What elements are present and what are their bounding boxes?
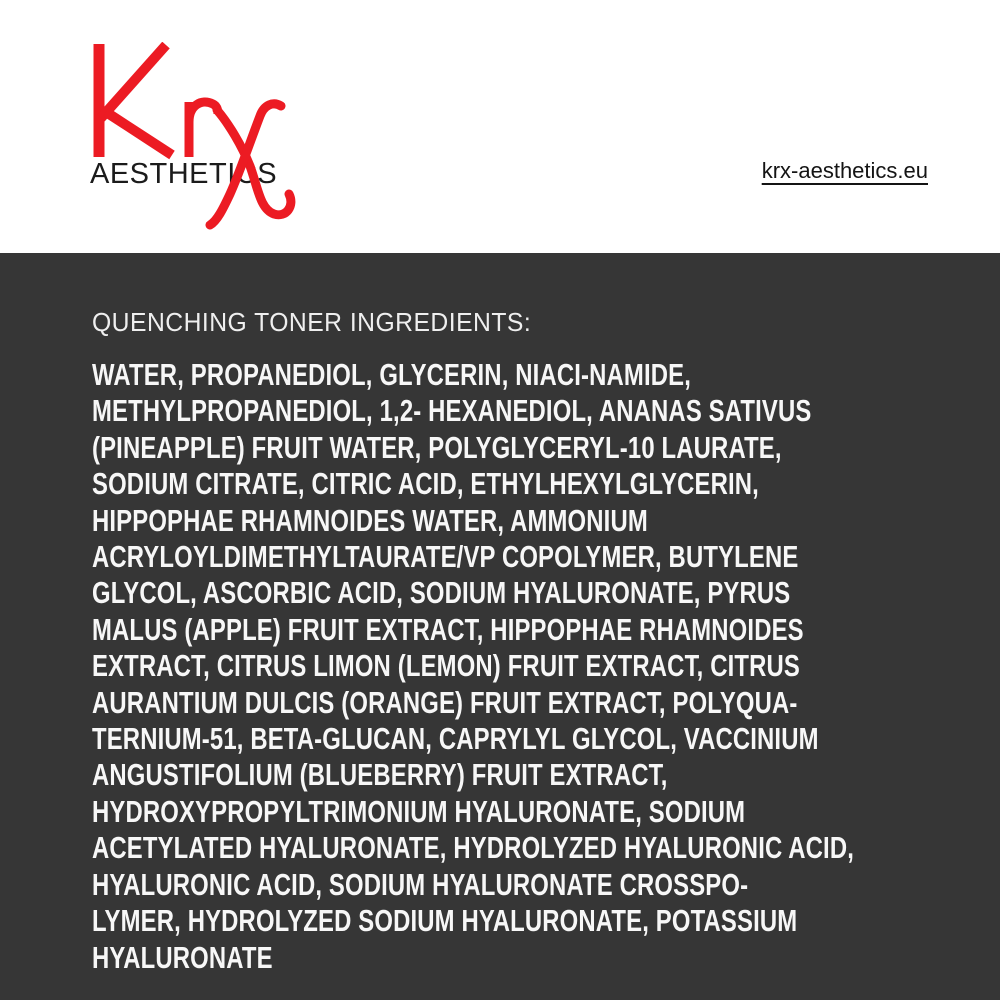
ingredients-line: WATER, PROPANEDIOL, GLYCERIN, NIACI-NAMIDE,	[92, 357, 691, 392]
ingredients-line: (PINEAPPLE) FRUIT WATER, POLYGLYCERYL-10 LAURATE,	[92, 429, 782, 465]
ingredients-list	[92, 357, 931, 976]
ingredients-line: LYMER, HYDROLYZED SODIUM HYALURONATE, POTASSIUM	[92, 903, 798, 939]
ingredients-line: HYALURONATE	[92, 939, 273, 975]
ingredients-line: METHYLPROPANEDIOL, 1,2- HEXANEDIOL, ANANAS SATIVUS	[92, 393, 812, 429]
ingredients-line: HIPPOPHAE RHAMNOIDES WATER, AMMONIUM	[92, 502, 648, 538]
ingredients-line: EXTRACT, CITRUS LIMON (LEMON) FRUIT EXTRACT, CITRUS	[92, 648, 801, 684]
ingredients-line: ACETYLATED HYALURONATE, HYDROLYZED HYALURONIC ACID,	[92, 830, 855, 866]
ingredients-line: ANGUSTIFOLIUM (BLUEBERRY) FRUIT EXTRACT,	[92, 757, 668, 793]
ingredients-line: GLYCOL, ASCORBIC ACID, SODIUM HYALURONATE, PYRUS	[92, 575, 791, 611]
ingredients-line: TERNIUM-51, BETA-GLUCAN, CAPRYLYL GLYCOL, VACCINIUM	[92, 721, 819, 757]
ingredients-line: MALUS (APPLE) FRUIT EXTRACT, HIPPOPHAE RHAMNOIDES	[92, 611, 804, 647]
ingredients-heading: QUENCHING TONER INGREDIENTS:	[92, 307, 532, 337]
brand-logo	[90, 42, 305, 242]
ingredients-line: HYALURONIC ACID, SODIUM HYALURONATE CROSSPO-	[92, 866, 749, 902]
header	[0, 0, 1000, 253]
brand-logo-subtext: AESTHETICS	[90, 158, 278, 190]
website-link[interactable]: krx-aesthetics.eu	[761, 158, 928, 183]
ingredients-line: ACRYLOYLDIMETHYLTAURATE/VP COPOLYMER, BUTYLENE	[92, 539, 799, 575]
ingredients-line: AURANTIUM DULCIS (ORANGE) FRUIT EXTRACT, POLYQUA-	[92, 684, 798, 720]
ingredients-panel	[0, 253, 1000, 1000]
ingredients-line: SODIUM CITRATE, CITRIC ACID, ETHYLHEXYLGLYCERIN,	[92, 466, 759, 502]
krx-logo-icon	[90, 42, 305, 242]
ingredients-line: HYDROXYPROPYLTRIMONIUM HYALURONATE, SODIUM	[92, 793, 746, 829]
